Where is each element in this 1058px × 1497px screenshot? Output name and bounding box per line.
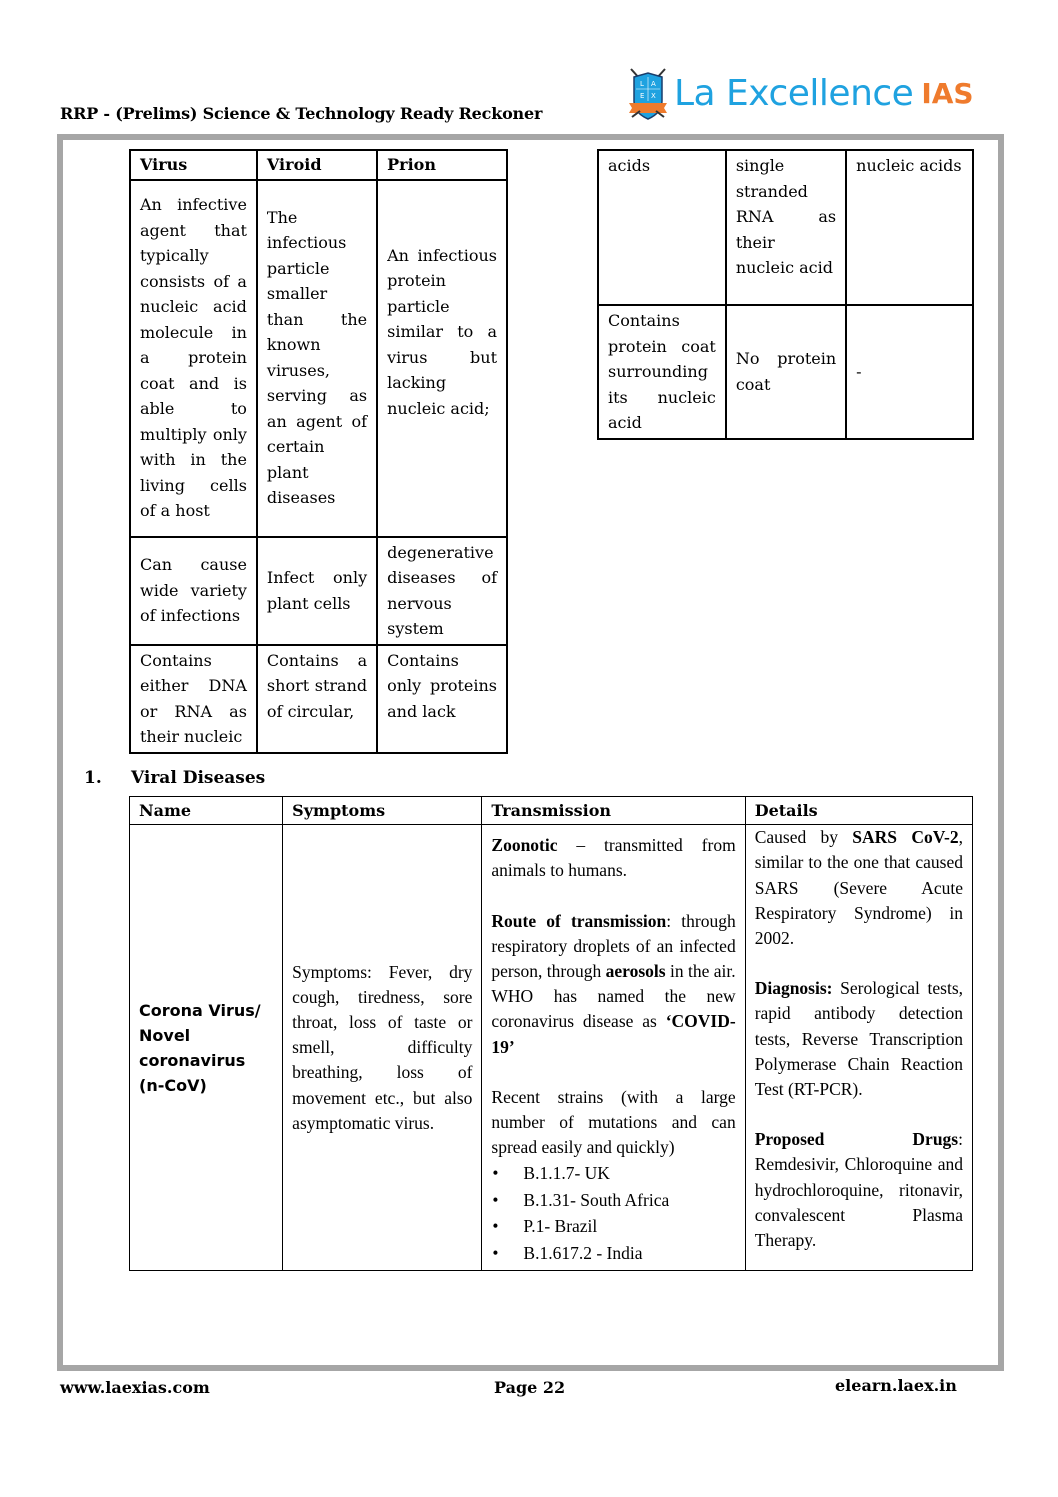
strains-intro: Recent strains (with a large number of mutations and can spread easily and quickly) [491,1086,736,1158]
zoonotic-paragraph: Zoonotic – transmitted from animals to humans. [491,835,736,881]
table-cell: No protein coat [726,305,846,439]
svg-text:X: X [651,92,656,100]
brand-suffix: IAS [921,77,974,110]
table-cell: Contains protein coat surrounding its nucleic acid [598,305,726,439]
footer-website-link[interactable]: www.laexias.com [60,1378,210,1397]
list-item: • B.1.31- South Africa [491,1187,735,1214]
column-header-name: Name [130,797,283,825]
section-heading [84,768,265,788]
svg-text:L: L [640,80,644,88]
table-cell: degenerative diseases of nervous system [377,537,507,645]
table-row [130,537,507,645]
disease-transmission [482,825,745,1271]
viral-diseases-table [129,796,973,1271]
disease-details [745,825,972,1271]
table-row [598,150,973,305]
table-row [130,645,507,753]
strains-list [491,1160,735,1266]
table-row [598,305,973,439]
table-cell: Contains a short strand of circular, [257,645,377,753]
table-row [130,825,973,1271]
shield-icon [628,67,668,121]
column-header-symptoms: Symptoms [283,797,482,825]
table-cell: Contains either DNA or RNA as their nucleic [130,645,257,753]
column-header-details: Details [745,797,972,825]
footer-elearn-link[interactable]: elearn.laex.in [835,1376,957,1395]
section-title: Viral Diseases [131,768,266,788]
disease-name: Corona Virus/ Novel coronavirus (n-CoV) [130,825,283,1271]
table-cell: - [846,305,973,439]
drugs-paragraph: Proposed Drugs: Remdesivir, Chloroquine and hydrochloroquine, ritonavir, convalescent Plasma Therapy. [754,1129,963,1251]
disease-symptoms: Symptoms: Fever, dry cough, tiredness, sore throat, loss of taste or smell, difficulty breathing, loss of movement etc., but also asymptomatic virus. [283,825,482,1271]
column-header-viroid: Viroid [257,150,377,180]
comparison-table [129,149,508,754]
table-row [130,180,507,537]
table-cell: acids [598,150,726,305]
page-number: Page 22 [494,1378,566,1397]
list-item: • P.1- Brazil [491,1213,735,1240]
table-header-row [130,150,507,180]
table-cell: An infectious protein particle similar to a virus but lacking nucleic acid; [377,180,507,537]
table-header-row [130,797,973,825]
brand-name: La Excellence [674,73,914,114]
table-cell: nucleic acids [846,150,973,305]
comparison-table-continued [597,149,974,440]
svg-text:A: A [651,80,656,88]
column-header-prion: Prion [377,150,507,180]
section-number: 1. [84,768,102,788]
table-cell: Contains only proteins and lack [377,645,507,753]
document-header-title: RRP - (Prelims) Science & Technology Ready Reckoner [60,104,543,123]
list-item: • B.1.617.2 - India [491,1240,735,1267]
column-header-transmission: Transmission [482,797,745,825]
table-cell: single stranded RNA as their nucleic acid [726,150,846,305]
route-paragraph: Route of transmission: through respiratory droplets of an infected person, through aerosols in the air. [491,910,736,982]
table-cell: The infectious particle smaller than the known viruses, serving as an agent of certain plant diseases [257,180,377,537]
column-header-virus: Virus [130,150,257,180]
list-item: • B.1.1.7- UK [491,1160,735,1187]
cause-paragraph: Caused by SARS CoV-2, similar to the one that caused SARS (Severe Acute Respiratory Syndrome) in 2002. [754,827,963,949]
table-cell: An infective agent that typically consists of a nucleic acid molecule in a protein coat and is able to multiply only with in the living cells of a host [130,180,257,537]
who-paragraph: WHO has named the new coronavirus disease as ‘COVID-19’ [491,986,736,1057]
svg-text:E: E [640,92,645,100]
table-cell: Can cause wide variety of infections [130,537,257,645]
brand-logo [628,66,974,122]
diagnosis-paragraph: Diagnosis: Serological tests, rapid antibody detection tests, Reverse Transcription Polymerase Chain Reaction Test (RT-PCR). [754,978,963,1100]
table-cell: Infect only plant cells [257,537,377,645]
